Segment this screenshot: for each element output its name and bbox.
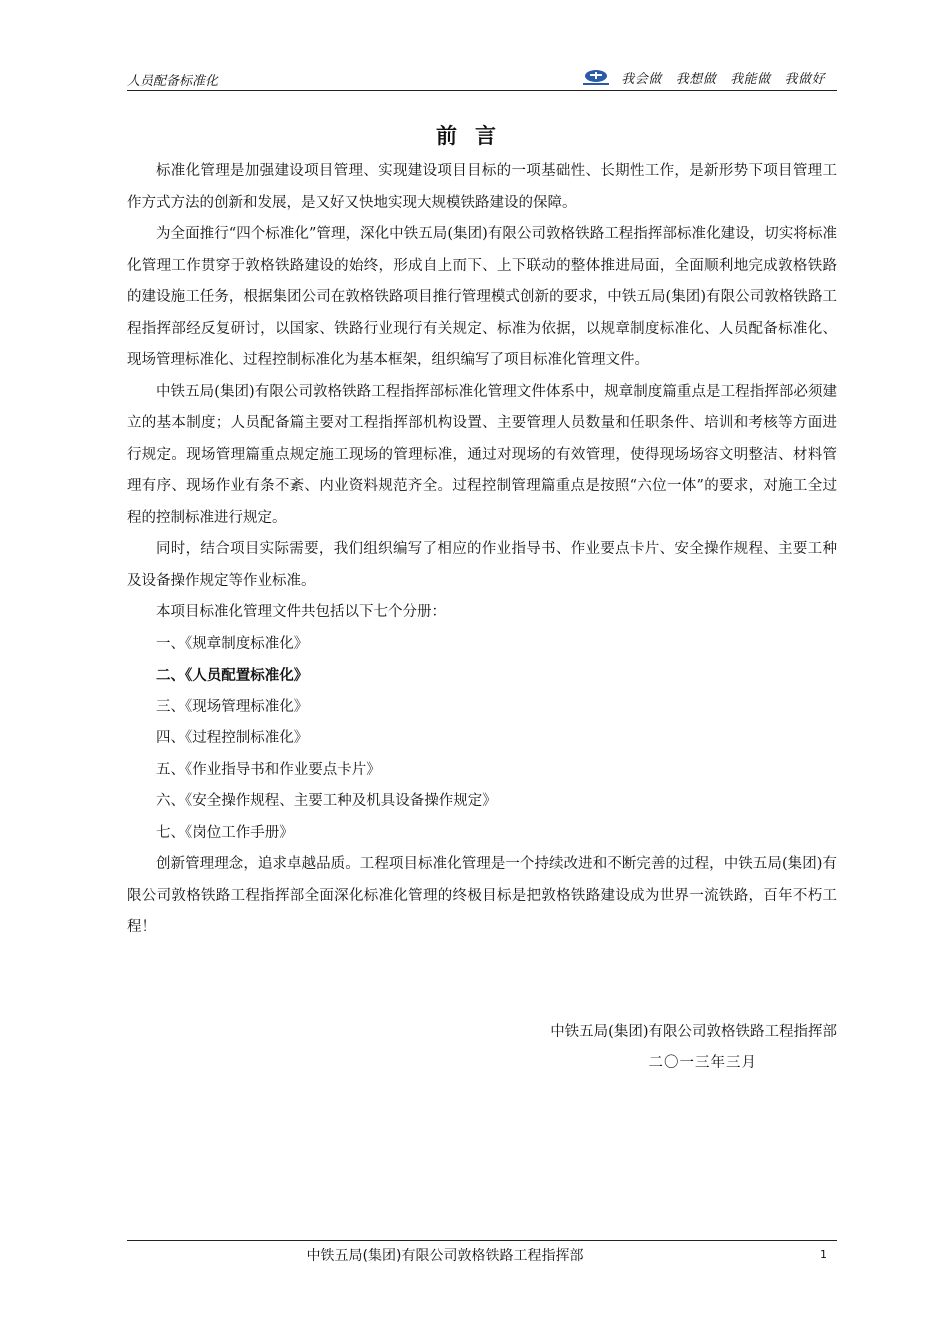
footer-divider [127, 1240, 837, 1241]
header-right [579, 68, 825, 87]
paragraph-1: 标准化管理是加强建设项目管理、实现建设项目目标的一项基础性、长期性工作，是新形势下项目管理工作方式方法的创新和发展，是又好又快地实现大规模铁路建设的保障。 [127, 163, 837, 211]
volume-item: 三、《现场管理标准化》 [156, 698, 309, 715]
paragraph-2: 为全面推行“四个标准化”管理，深化中铁五局(集团)有限公司敦格铁路工程指挥部标准化建设，切实将标准化管理工作贯穿于敦格铁路建设的始终，形成自上而下、上下联动的整体推进局面，全面顺利地完成敦格铁路的建设施工任务，根据集团公司在敦格铁路项目推行管理模式创新的要求，中铁五局(集团)有限公司敦格铁路工程指挥部经反复研讨，以国家、铁路行业现行有关规定、标准为依据，以规章制度标准化、人员配备标准化、现场管理标准化、过程控制标准化为基本框架，组织编写了项目标准化管理文件。 [127, 226, 837, 368]
volume-item: 七、《岗位工作手册》 [156, 824, 294, 841]
document-body [127, 156, 837, 944]
page-title: 前言 [436, 124, 514, 148]
signature-date: 二〇一三年三月 [648, 1055, 757, 1071]
volume-item: 六、《安全操作规程、主要工种及机具设备操作规定》 [156, 793, 497, 809]
volume-item: 四、《过程控制标准化》 [156, 730, 309, 746]
header-slogan: 我会做 我想做 我能做 我做好 [621, 72, 825, 87]
volume-item: 五、《作业指导书和作业要点卡片》 [156, 761, 381, 778]
volume-item: 一、《规章制度标准化》 [156, 635, 309, 652]
page-header [127, 66, 837, 91]
paragraph-5: 本项目标准化管理文件共包括以下七个分册： [156, 604, 446, 620]
footer-organization: 中铁五局(集团)有限公司敦格铁路工程指挥部 [306, 1248, 584, 1264]
volume-item-current: 二、《人员配置标准化》 [156, 667, 309, 684]
header-section-title: 人员配备标准化 [127, 74, 219, 89]
paragraph-4: 同时，结合项目实际需要，我们组织编写了相应的作业指导书、作业要点卡片、安全操作规程、主要工种及设备操作规定等作业标准。 [127, 541, 837, 589]
closing-paragraph: 创新管理理念，追求卓越品质。工程项目标准化管理是一个持续改进和不断完善的过程，中铁五局(集团)有限公司敦格铁路工程指挥部全面深化标准化管理的终极目标是把敦格铁路建设成为世界一流铁路，百年不朽工程！ [127, 856, 837, 935]
china-railway-logo-icon [579, 69, 613, 87]
signature: 中铁五局(集团)有限公司敦格铁路工程指挥部 [550, 1024, 837, 1040]
page-number: 1 [820, 1248, 827, 1261]
paragraph-3: 中铁五局(集团)有限公司敦格铁路工程指挥部标准化管理文件体系中，规章制度篇重点是工程指挥部必须建立的基本制度；人员配备篇主要对工程指挥部机构设置、主要管理人员数量和任职条件、培训和考核等方面进行规定。现场管理篇重点规定施工现场的管理标准，通过对现场的有效管理，使得现场场容文明整洁、材料管理有序、现场作业有条不紊、内业资料规范齐全。过程控制管理篇重点是按照“六位一体”的要求，对施工全过程的控制标准进行规定。 [127, 383, 837, 526]
